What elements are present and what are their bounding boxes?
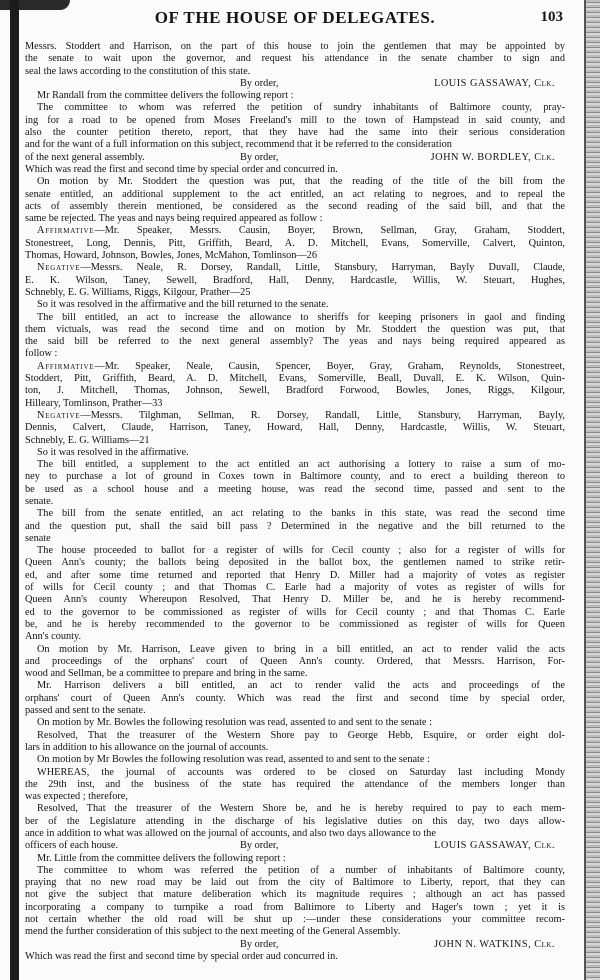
signature-line [25, 152, 565, 164]
text-line: Queen Ann's county; the ballots being deposited in the ballot box, the gentlemen named to strike retir- [25, 557, 565, 569]
page-binding-edge [10, 0, 19, 980]
text-line: passed and sent to the senate. [25, 705, 146, 717]
paragraph [25, 865, 565, 939]
vote-names: —Mr. Speaker, Messrs. Causin, Boyer, Brown, Sellman, Gray, Graham, Stoddert, [94, 225, 565, 237]
paragraph [25, 176, 565, 225]
by-order-label: By order, [240, 938, 279, 950]
text-line: seal the laws according to the constitution of this state. [25, 65, 251, 77]
text-line [25, 410, 565, 422]
text-line: Ann's county. [25, 631, 82, 643]
text-line: So it was resolved in the affirmative. [37, 446, 189, 458]
text-line: and the question put, shall the said bill pass ? Determined in the negative and the bill returned to the [25, 520, 565, 532]
text-line: not certain whether the old road will be shut up :—under these considerations your committee recom- [25, 914, 565, 926]
signature-lead-text [25, 939, 240, 951]
page-header [25, 6, 565, 30]
text-line: The bill from the senate entitled, an act relating to the banks in this state, was read the second time [37, 508, 565, 520]
text-line: follow : [25, 348, 58, 360]
vote-label: Negative [37, 409, 81, 421]
text-line: Resolved, That the treasurer of the Western Shore be, and he is hereby required to pay to each mem- [37, 803, 565, 815]
vote-label: Affirmative [37, 225, 95, 237]
text-line: Schnebly, E. G. Williams—21 [25, 434, 150, 446]
signature-lead-text: officers of each house. [25, 840, 119, 852]
text-line: ed, and after some time returned and reported that Henry D. Miller had a majority of votes as register [25, 569, 565, 581]
vote-label: Negative [37, 262, 81, 274]
text-line: incorporating a company to turnpike a road from Baltimore to Liberty and Hager's town ; yet it is [25, 901, 565, 913]
text-line: the senate to wait upon the governor, and request his attendance in the senate chamber to sign and [25, 53, 565, 65]
text-line: Which was read the first and second time by special order aud concurred in. [25, 950, 338, 962]
text-line: E. K. Wilson, Taney, Sewell, Bradford, Hall, Denny, Hardcastle, Willis, W. Steuart, Hughes, [25, 274, 565, 286]
text-line: the 29th inst, and the business of the state has required the attendance of the members longer than [25, 778, 565, 790]
signature-line [25, 840, 565, 852]
paragraph [25, 680, 565, 717]
text-line: mend the further consideration of this subject to the next meeting of the General Assembly. [25, 926, 401, 938]
clerk-name: LOUIS GASSAWAY, Clk. [434, 77, 555, 89]
paragraph [25, 299, 565, 311]
text-line: Resolved, That the treasurer of the Western Shore pay to George Hebb, Esquire, or order eight dol- [37, 729, 565, 741]
text-line: Mr Randall from the committee delivers the following report : [37, 90, 294, 102]
text-line: On motion by Mr Bowles the following resolution was read, assented to and sent to the senate : [37, 754, 430, 766]
signature-lead-text: of the next general assembly. [25, 151, 145, 163]
paragraph [25, 644, 565, 681]
text-line: Stoddert, Pitt, Griffith, Beard, A. D. Mitchell, Evans, Somerville, Beall, Duvall, E. K. Wilson, Quin- [25, 373, 565, 385]
paragraph [25, 951, 565, 963]
paragraph [25, 730, 565, 755]
text-line: wood and Sellman, be a committee to prepare and bring in the same. [25, 668, 308, 680]
paragraph [25, 767, 565, 804]
text-line: On motion by Mr. Bowles the following resolution was read, assented to and sent to the senate : [37, 717, 432, 729]
paragraph [25, 545, 565, 643]
text-line: and proceedings of the orphans' court of Queen Ann's county. Ordered, that Messrs. Harrison, For- [25, 655, 565, 667]
page-number: 103 [540, 9, 563, 25]
text-line: the said bill be referred to the next general assembly? The yeas and nays being required appeared as [25, 336, 565, 348]
paragraph [25, 90, 565, 102]
signature-line [25, 78, 565, 90]
paragraph [25, 102, 565, 151]
text-line: The bill entitled, an act to increase the allowance to sheriffs for keeping prisoners in gaol and finding [37, 311, 565, 323]
text-line: and for the want of a full information on this subject, recommend that it be referred to the consideration [25, 139, 452, 151]
paragraph [25, 164, 565, 176]
vote-label: Affirmative [37, 360, 95, 372]
text-line: ing for a road to be opened from Moses Freeland's mill to the town of Hampstead in said county, and [25, 114, 565, 126]
text-line: So it was resolved in the affirmative and the bill returned to the senate. [37, 299, 329, 311]
clerk-name: JOHN W. BORDLEY, Clk. [430, 151, 555, 163]
text-line: praying that no new road may be laid out from the city of Baltimore to Liberty, report, that they can [25, 877, 565, 889]
text-line: The bill entitled, a supplement to the act entitled an act authorising a lottery to raise a sum of mo- [37, 459, 565, 471]
adjacent-pages-edge [586, 0, 600, 980]
text-line: senate entitled, an additional supplement to the act entitled, an act relating to negroes, and to repeal the [25, 188, 565, 200]
paragraph [25, 508, 565, 545]
text-line: orphans' court of Queen Ann's county. Which was read the first and second time by special order, [25, 692, 565, 704]
vote-names: —Messrs. Tilghman, Sellman, R. Dorsey, Randall, Little, Stansbury, Harryman, Bayly, [80, 409, 565, 421]
text-line: Mr. Harrison delivers a bill entitled, an act to render valid the acts and proceedings of the [37, 680, 565, 692]
text-line: ton, J. Mitchell, Thomas, Johnson, Sewell, Bradford Forwood, Bowles, Jones, Riggs, Kilgour, [25, 385, 565, 397]
text-line [25, 361, 565, 373]
vote-list [25, 225, 565, 262]
text-line: Dennis, Calvert, Claude, Harrison, Taney, Howard, Hall, Denny, Hardcastle, Willis, W. Steuart, [25, 422, 565, 434]
text-line: The committee to whom was referred the petition of a number of inhabitants of Baltimore county, [37, 864, 565, 876]
text-line: ber of the Legislature attending in the discharge of his legislative duties on this day, two days allow- [25, 815, 565, 827]
text-line: of wills for Cecil county ; and that Thomas C. Earle had a majority of votes as register of wills for [25, 582, 565, 594]
text-line: Schnebly, E. G. Williams, Riggs, Kilgour, Prather—25 [25, 286, 251, 298]
text-line: senate. [25, 495, 54, 507]
running-title: OF THE HOUSE OF DELEGATES. [154, 8, 436, 27]
by-order-label: By order, [240, 77, 279, 89]
text-line: Thomas, Howard, Johnson, Bowles, Jones, McMahon, Tomlinson—26 [25, 250, 317, 262]
paragraph [25, 41, 565, 78]
vote-names: —Messrs. Neale, R. Dorsey, Randall, Little, Stansbury, Harryman, Bayly Duvall, Claude, [80, 262, 565, 274]
text-line [25, 225, 565, 237]
journal-text [25, 41, 565, 963]
text-line: senate [25, 532, 51, 544]
text-line: lars in addition to his allowance on the journal of accounts. [25, 741, 269, 753]
signature-lead-text [25, 78, 240, 90]
vote-list [25, 410, 565, 447]
vote-list [25, 361, 565, 410]
text-line [25, 262, 565, 274]
text-line: be, and he is hereby recommended to the governor to be commissioned as register of wills for Queen [25, 618, 565, 630]
text-line: ance in addition to what was allowed on the journal of accounts, and also two days allowance to the [25, 828, 436, 839]
text-line: Which was read the first and second time by special order and concurred in. [25, 163, 338, 175]
clerk-name: LOUIS GASSAWAY, Clk. [434, 840, 555, 852]
paragraph [25, 803, 565, 840]
vote-list [25, 262, 565, 299]
text-line: be used as a school house and a meeting house, was read the second time, passed and sent to the [25, 483, 565, 495]
text-line: Messrs. Stoddert and Harrison, on the part of this house to join the gentlemen that may be appointed by [25, 41, 565, 52]
text-line: The house proceeded to ballot for a register of wills for Cecil county ; also for a register of wills for [37, 545, 565, 557]
signature-line [25, 939, 565, 951]
paragraph [25, 717, 565, 729]
vote-names: —Mr. Speaker, Neale, Causin, Spencer, Boyer, Gray, Graham, Reynolds, Stonestreet, [94, 360, 565, 372]
text-line: them victuals, was read the second time and on motion by Mr. Stoddert the question was put, that [25, 323, 565, 335]
text-line: On motion by Mr. Harrison, Leave given to bring in a bill entitled, an act to render valid the acts [37, 643, 565, 655]
text-line: Hilleary, Tomlinson, Prather—33 [25, 397, 163, 409]
paragraph [25, 312, 565, 361]
paragraph [25, 447, 565, 459]
text-line: was expected ; therefore, [25, 791, 128, 803]
clerk-name: JOHN N. WATKINS, Clk. [434, 938, 555, 950]
paragraph [25, 853, 565, 865]
text-line: WHEREAS, the journal of accounts was ordered to be closed on Saturday last including Mondy [37, 766, 565, 778]
text-line: Stonestreet, Long, Dennis, Pitt, Griffith, Beard, A. D. Mitchell, Evans, Somerville, Calvert, Quinton, [25, 237, 565, 249]
text-line: Mr. Little from the committee delivers the following report : [37, 852, 286, 864]
by-order-label: By order, [240, 151, 279, 163]
text-line: The committee to whom was referred the petition of sundry inhabitants of Baltimore county, pray- [37, 102, 565, 114]
paragraph [25, 459, 565, 508]
text-line: also the counter petition thereto, report, that they have had the same into their serious consideration [25, 127, 565, 139]
text-line: Queen Ann's county Whereupon Resolved, That Henry D. Miller be, and he is hereby recommend- [25, 594, 565, 606]
paragraph [25, 754, 565, 766]
text-line: same be rejected. The yeas and nays being required appeared as follow : [25, 213, 323, 225]
by-order-label: By order, [240, 840, 279, 852]
text-line: not give the subject that mature deliberation which its magnitude requires ; although an act has passed [25, 889, 565, 901]
text-line: ed to the governor to be commissioned as register of wills for Cecil county ; and that Thomas C. Earle [25, 606, 565, 618]
text-line: ney to purchase a lot of ground in Coxes town in Baltimore county, and to erect a building thereon to [25, 471, 565, 483]
text-line: On motion by Mr. Stoddert the question was put, that the reading of the title of the bill from the [37, 176, 565, 188]
text-line: acts of assembly therein mentioned, be considered as the second reading of the said bill, and that the [25, 200, 565, 212]
